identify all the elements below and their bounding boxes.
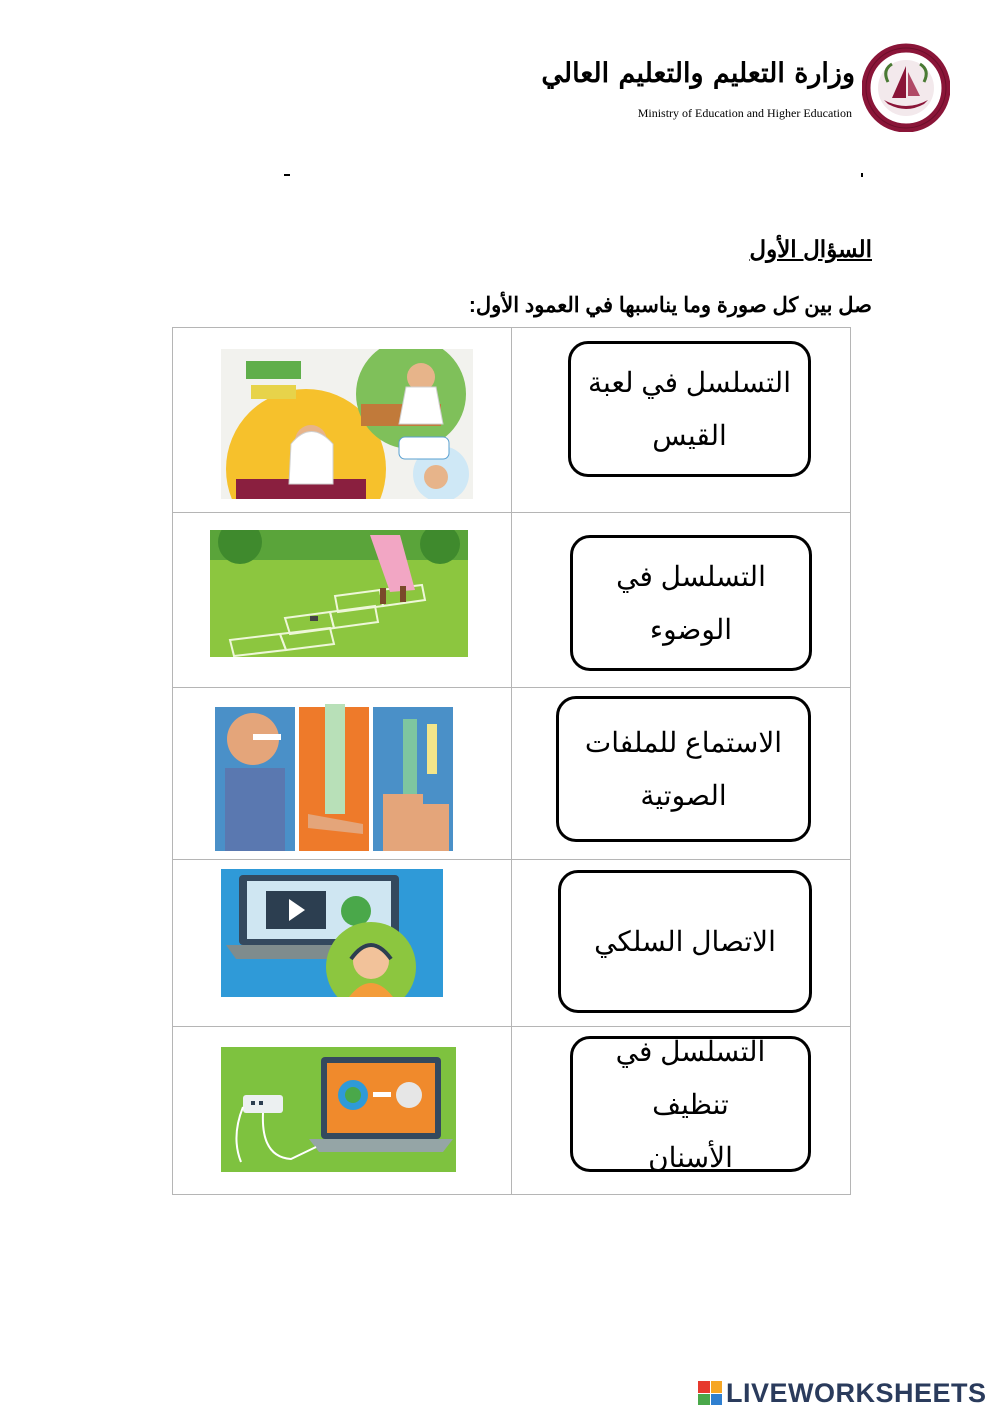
table-column-divider [511, 327, 512, 1195]
label-card-teeth-cleaning[interactable] [570, 1036, 811, 1172]
ministry-name-arabic: وزارة التعليم والتعليم العالي [541, 58, 855, 89]
card-label-line: الأسنان [648, 1141, 733, 1173]
liveworksheets-brand: LIVEWORKSHEETS [726, 1377, 987, 1408]
card-label-line: الوضوء [649, 614, 733, 645]
label-card-game-sequence[interactable] [568, 341, 811, 477]
label-card-listening-audio[interactable] [556, 696, 811, 842]
tooth-brushing-picture[interactable] [213, 704, 455, 854]
label-card-wudu-sequence[interactable] [570, 535, 812, 671]
card-label-line: التسلسل في لعبة [588, 367, 791, 398]
question-instruction: صل بين كل صورة وما يناسبها في العمود الأول: [468, 294, 872, 317]
table-row-divider [172, 859, 851, 860]
card-label-line: الصوتية [640, 780, 727, 811]
qatar-emblem-icon [862, 42, 950, 132]
wired-connection-picture[interactable] [221, 1047, 456, 1172]
hopscotch-picture[interactable] [210, 530, 468, 657]
liveworksheets-logo[interactable] [698, 1378, 987, 1408]
listening-laptop-picture[interactable] [221, 869, 443, 997]
card-label-line: التسلسل في تنظيف [615, 1035, 766, 1120]
card-label-line: الاستماع للملفات [584, 727, 783, 758]
card-label-line: التسلسل في [616, 561, 766, 592]
card-label-line: القيس [652, 420, 727, 451]
header-divider-mark [861, 173, 863, 177]
card-label-line: الاتصال السلكي [594, 926, 776, 957]
question-title: السؤال الأول [749, 236, 872, 262]
label-card-wired-connection[interactable] [558, 870, 812, 1013]
wudu-prayer-picture[interactable] [221, 349, 473, 499]
table-row-divider [172, 687, 851, 688]
header-divider-mark [284, 174, 290, 176]
table-row-divider [172, 512, 851, 513]
ministry-name-english: Ministry of Education and Higher Education [637, 106, 852, 120]
liveworksheets-badge-icon [698, 1381, 722, 1405]
